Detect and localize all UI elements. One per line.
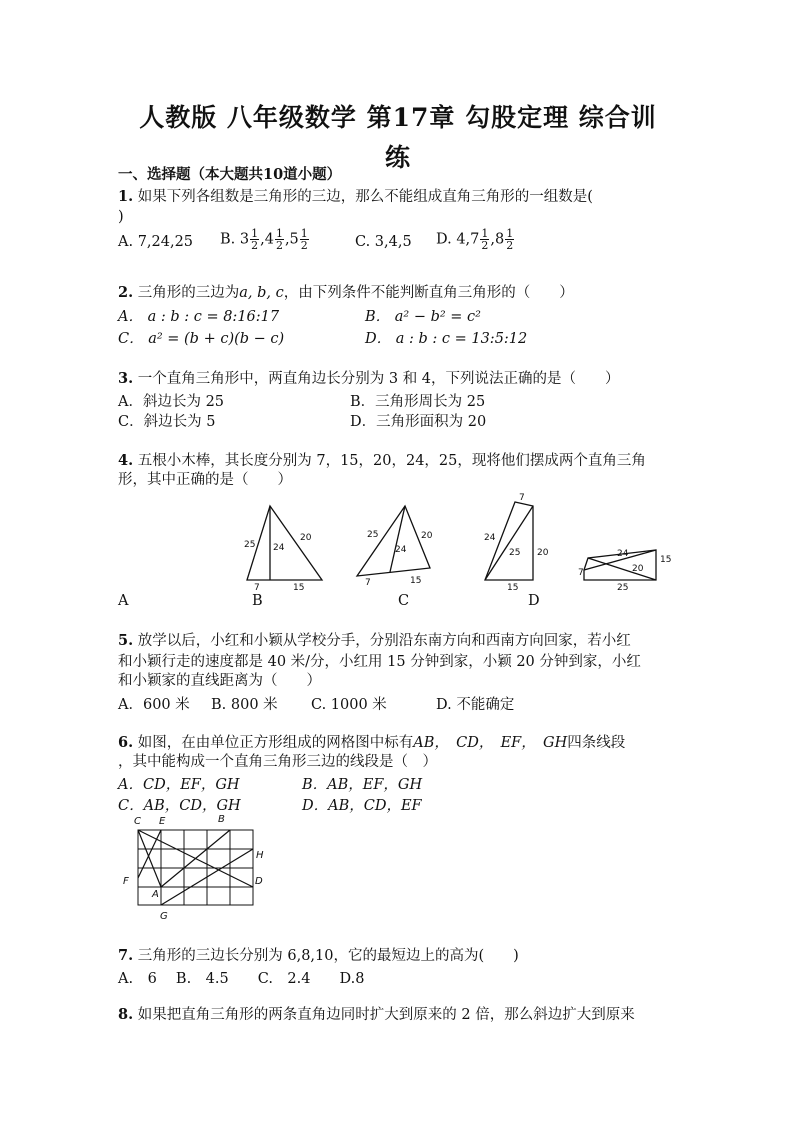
question-4-cont: 形，其中正确的是（ ）	[118, 472, 292, 488]
point-h: H	[256, 850, 264, 861]
question-number: 3.	[118, 370, 134, 387]
title-line-2: 练	[384, 143, 411, 172]
numerator: 1	[300, 227, 308, 240]
q6-option-d: D．AB，CD，EF	[302, 798, 422, 814]
question-3	[118, 368, 620, 390]
triangle-shape	[247, 506, 322, 580]
question-1-cont: )	[118, 209, 124, 225]
question-number: 8.	[118, 1006, 134, 1023]
q5-option-c: C. 1000 米	[311, 697, 387, 713]
label-7: 7	[578, 568, 584, 578]
label-15: 15	[507, 583, 519, 593]
denominator: 2	[506, 239, 514, 252]
point-d: D	[255, 876, 263, 887]
question-text: 放学以后，小红和小颖从学校分手，分别沿东南方向和西南方向回家，若小红	[133, 633, 631, 649]
q6-option-c: C．AB，CD，GH	[118, 798, 241, 814]
fraction	[275, 228, 284, 251]
point-a: A	[152, 889, 159, 900]
question-number: 2.	[118, 284, 134, 301]
q5-option-a: A．600 米	[118, 697, 190, 713]
label-25: 25	[244, 540, 256, 550]
variables: a, b, c	[239, 285, 284, 301]
q3-option-b: B．三角形周长为 25	[350, 394, 486, 410]
q2-option-a: A． a : b : c = 8:16:17	[118, 309, 280, 325]
label-20: 20	[632, 564, 644, 574]
question-number: 7.	[118, 947, 134, 964]
fraction	[300, 228, 309, 251]
q5-option-b: B. 800 米	[211, 697, 278, 713]
question-6	[118, 732, 625, 754]
label-20: 20	[421, 531, 433, 541]
section-heading: 一、选择题（本大题共10道小题）	[118, 166, 342, 183]
label-24: 24	[617, 549, 629, 559]
question-text: 一个直角三角形中，两直角边长分别为 3 和 4，下列说法正确的是（ ）	[133, 371, 620, 387]
question-8	[118, 1004, 635, 1026]
q1-option-d: D. 4,7 $\frac{1}{2}$ ,8 $\frac{1}{2}$	[436, 227, 514, 252]
segment-ab	[161, 830, 230, 887]
triangle-shape	[357, 506, 430, 576]
numerator: 1	[251, 227, 259, 240]
point-g: G	[160, 911, 168, 922]
fraction	[250, 228, 259, 251]
question-text: 五根小木棒，其长度分别为 7，15，20，24，25，现将他们摆成两个直角三角	[133, 453, 646, 469]
question-7	[118, 945, 519, 967]
q2-option-b: B． a² − b² = c²	[365, 309, 481, 325]
question-4	[118, 450, 646, 472]
question-number: 4.	[118, 452, 134, 469]
question-text-tail: ，由下列条件不能判断直角三角形的（ ）	[283, 285, 574, 301]
label-7: 7	[365, 578, 371, 588]
numerator: 1	[275, 227, 283, 240]
q6-option-b: B．AB，EF，GH	[302, 777, 423, 793]
label-24: 24	[273, 543, 285, 553]
figure-d	[578, 549, 671, 593]
numerator: 1	[506, 227, 514, 240]
q3-option-c: C．斜边长为 5	[118, 414, 216, 430]
point-f: F	[123, 876, 129, 887]
label-15: 15	[410, 576, 422, 586]
denominator: 2	[275, 239, 283, 252]
question-number: 5.	[118, 632, 134, 649]
label-24: 24	[395, 545, 407, 555]
q1-d-prefix: D. 4,7	[436, 231, 480, 248]
fraction	[505, 228, 514, 251]
label-25: 25	[617, 583, 629, 593]
question-text: 如图，在由单位正方形组成的网格图中标有	[133, 735, 414, 751]
question-text: 三角形的三边长分别为 6,8,10，它的最短边上的高为( )	[133, 948, 519, 964]
q2-option-d: D． a : b : c = 13:5:12	[365, 331, 528, 347]
q1-option-a: A. 7,24,25	[118, 234, 194, 250]
q2-option-c: C． a² = (b + c)(b − c)	[118, 331, 285, 347]
q4-label-b: B	[252, 593, 263, 609]
segment-names: AB， CD， EF， GH	[413, 735, 568, 751]
question-number: 6.	[118, 734, 134, 751]
question-1	[118, 186, 593, 208]
fraction	[480, 228, 489, 251]
question-6-cont: ，其中能构成一个直角三角形三边的线段是（ ）	[118, 754, 437, 770]
q4-label-c: C	[398, 593, 410, 609]
figure-b	[357, 506, 433, 588]
q4-figures	[230, 490, 690, 595]
question-text: 如果把直角三角形的两条直角边同时扩大到原来的 2 倍，那么斜边扩大到原来	[133, 1007, 635, 1023]
q6-option-a: A．CD，EF，GH	[118, 777, 240, 793]
question-text-tail: 四条线段	[567, 735, 626, 751]
point-c: C	[134, 816, 141, 827]
q5-option-d: D. 不能确定	[436, 697, 515, 713]
point-e: E	[159, 816, 166, 827]
figure-a	[244, 506, 322, 593]
question-text: 三角形的三边为	[133, 285, 240, 301]
label-20: 20	[300, 533, 312, 543]
q7-options: A. 6 B. 4.5 C. 2.4 D.8	[118, 971, 365, 987]
question-text: 如果下列各组数是三角形的三边，那么不能组成直角三角形的一组数是(	[133, 189, 593, 205]
label-25: 25	[367, 530, 379, 540]
denominator: 2	[300, 239, 308, 252]
q1-b-prefix: B. 3	[220, 231, 250, 248]
q1-option-b: B. 3 $\frac{1}{2}$ ,4 $\frac{1}{2}$ ,5 $\frac{1}{2}$	[220, 227, 308, 252]
label-25: 25	[509, 548, 521, 558]
label-7: 7	[519, 493, 525, 503]
point-b: B	[218, 814, 225, 825]
q1-option-c: C. 3,4,5	[355, 234, 412, 250]
label-20: 20	[537, 548, 549, 558]
q3-option-d: D．三角形面积为 20	[350, 414, 487, 430]
q3-option-a: A．斜边长为 25	[118, 394, 225, 410]
figure-c	[484, 493, 549, 593]
title-line-1: 人教版 八年级数学 第17章 勾股定理 综合训	[139, 103, 657, 132]
diagonal-line	[588, 558, 656, 580]
label-24: 24	[484, 533, 496, 543]
denominator: 2	[481, 239, 489, 252]
q4-label-d: D	[528, 593, 540, 609]
label-7: 7	[254, 583, 260, 593]
q4-label-a: A	[118, 593, 129, 609]
question-5-line3: 和小颖家的直线距离为（ ）	[118, 673, 321, 689]
question-2	[118, 282, 574, 304]
question-number: 1.	[118, 188, 134, 205]
question-5	[118, 630, 631, 652]
label-15: 15	[660, 555, 672, 565]
label-15: 15	[293, 583, 305, 593]
q6-grid-figure	[120, 812, 280, 924]
denominator: 2	[251, 239, 259, 252]
question-5-line2: 和小颖行走的速度都是 40 米/分，小红用 15 分钟到家，小颖 20 分钟到家，小红	[118, 654, 641, 670]
numerator: 1	[481, 227, 489, 240]
